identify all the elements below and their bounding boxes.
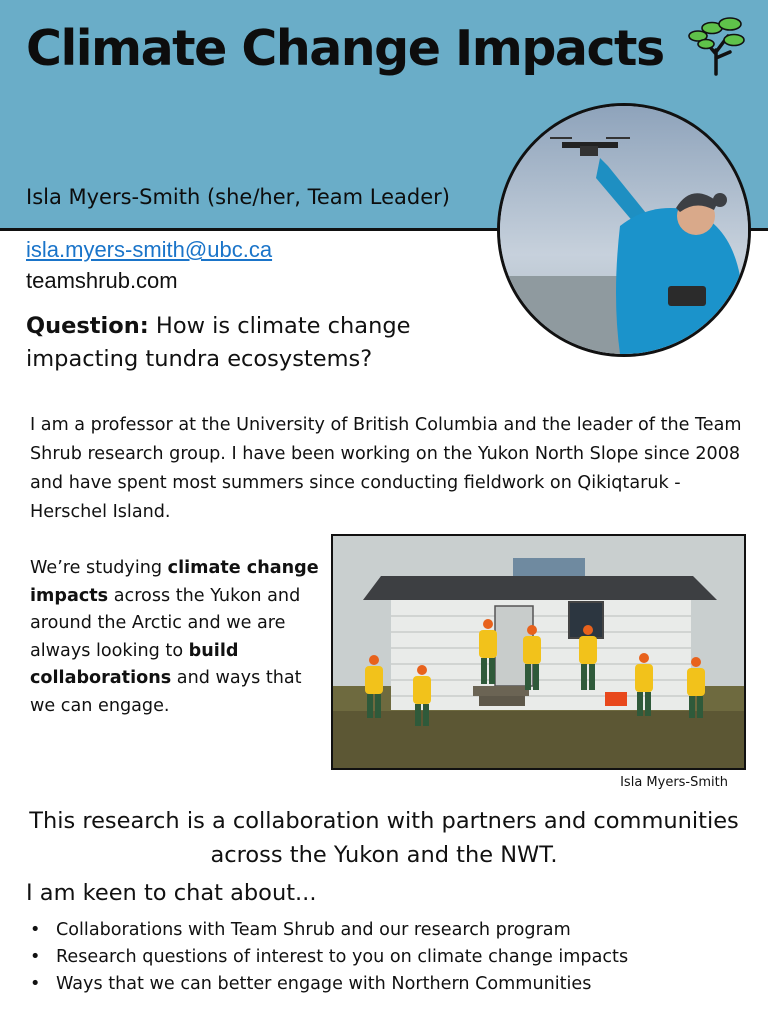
photo-caption: Isla Myers-Smith <box>620 775 728 790</box>
website-text: teamshrub.com <box>26 268 178 293</box>
author-byline: Isla Myers-Smith (she/her, Team Leader) <box>26 185 450 209</box>
bullet-icon: • <box>30 974 41 994</box>
list-item <box>28 944 628 971</box>
studying-text-3: and ways that we can engage. <box>30 668 302 716</box>
studying-bold-2: build collaborations <box>30 640 239 688</box>
list-item-text: Ways that we can better engage with Northern Communities <box>56 974 592 994</box>
question-text: How is climate change impacting tundra ecosystems? <box>26 313 411 372</box>
studying-paragraph <box>30 555 320 720</box>
email-link[interactable]: isla.myers-smith@ubc.ca <box>26 237 273 262</box>
fieldwork-photo <box>331 534 746 770</box>
list-item-text: Research questions of interest to you on climate change impacts <box>56 947 629 967</box>
portrait-photo <box>497 103 751 357</box>
studying-bold-1: climate change impacts <box>30 558 319 606</box>
bullet-icon: • <box>30 947 41 967</box>
list-item <box>28 971 628 998</box>
list-item-text: Collaborations with Team Shrub and our research program <box>56 920 571 940</box>
list-item <box>28 917 628 944</box>
tree-icon <box>686 14 746 76</box>
topic-list <box>28 917 628 998</box>
bio-paragraph: I am a professor at the University of British Columbia and the leader of the Team Shrub research group. I have been working on the Yukon North Slope since 2008 and have spent most summers since conducting fieldwork on Qikiqtaruk - Herschel Island. <box>30 415 742 522</box>
collaboration-statement: This research is a collaboration with partners and communities across the Yukon and the NWT. <box>29 808 739 868</box>
page-title: Climate Change Impacts <box>26 20 664 77</box>
studying-text-1: We’re studying <box>30 558 168 578</box>
bullet-icon: • <box>30 920 41 940</box>
keen-heading: I am keen to chat about... <box>26 880 317 906</box>
question-label: Question: <box>26 313 149 339</box>
question-block <box>26 310 496 376</box>
studying-text-2: across the Yukon and around the Arctic and we are always looking to <box>30 585 301 661</box>
